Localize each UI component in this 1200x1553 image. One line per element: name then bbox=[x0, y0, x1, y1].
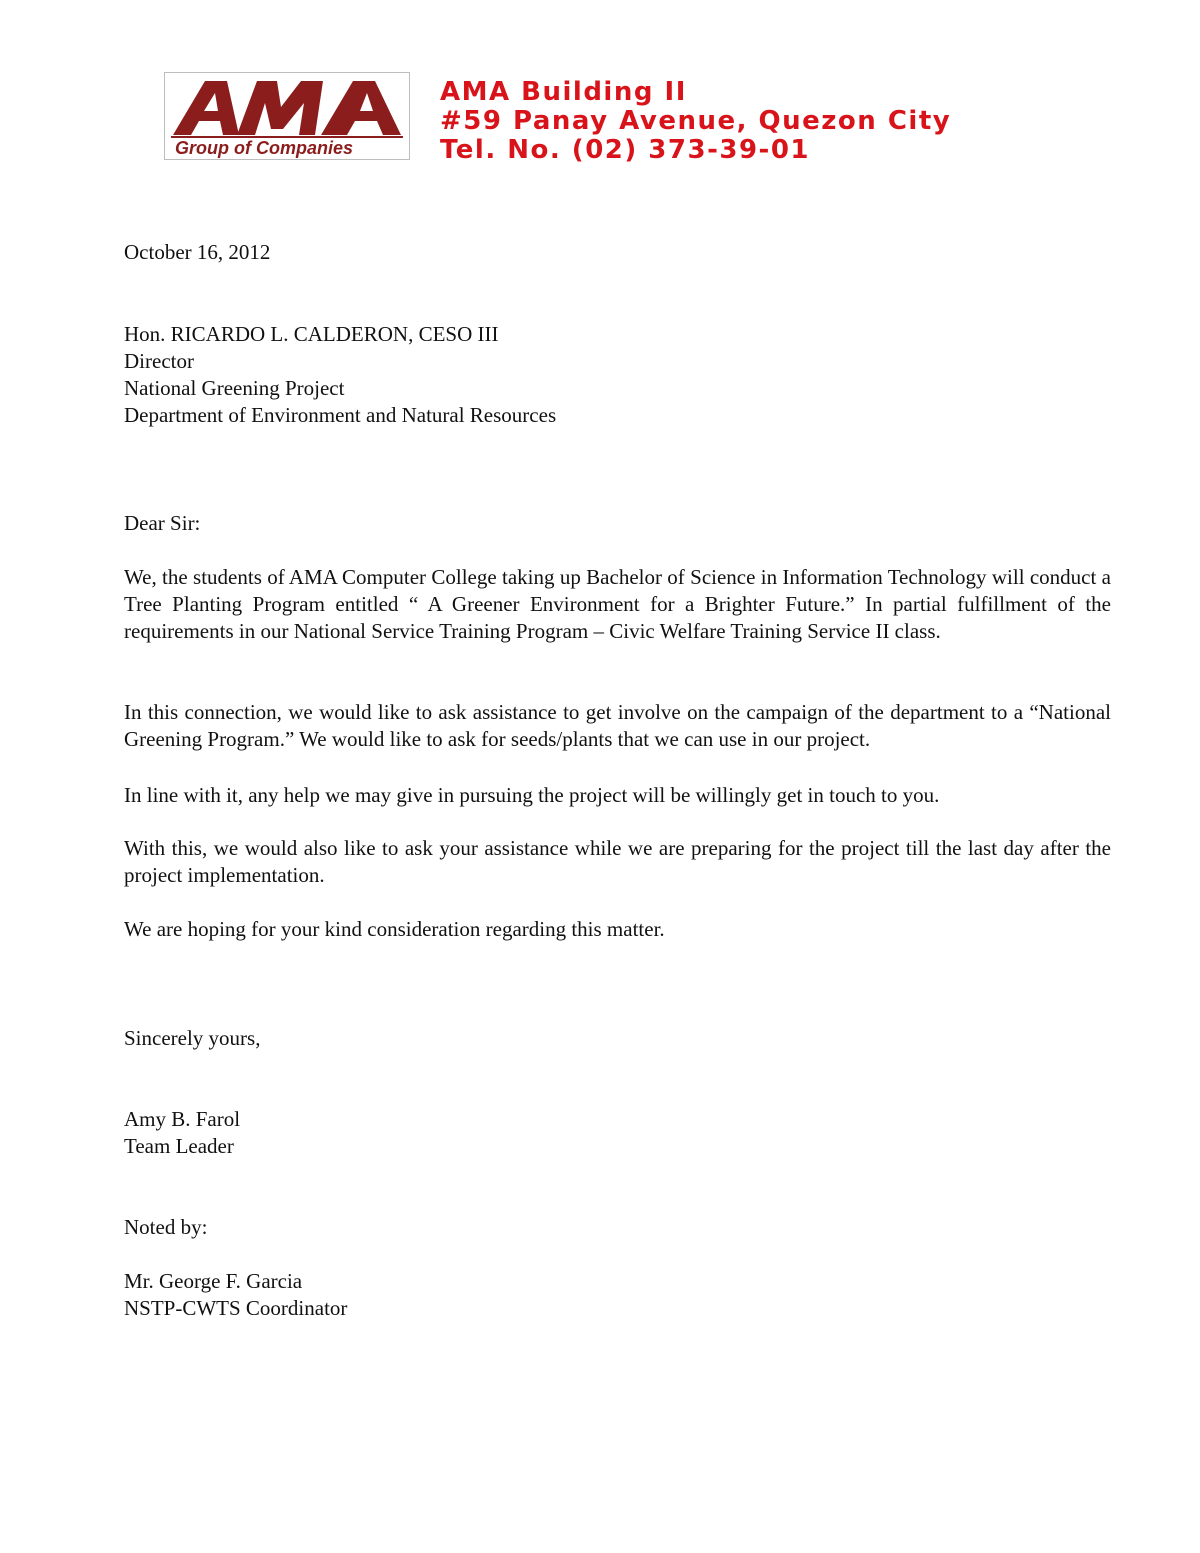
letter-date: October 16, 2012 bbox=[124, 240, 271, 264]
noter-title: NSTP-CWTS Coordinator bbox=[124, 1296, 348, 1320]
noted-label: Noted by: bbox=[124, 1215, 208, 1239]
recipient-title: Director bbox=[124, 349, 194, 373]
body-paragraph-5: We are hoping for your kind consideration regarding this matter. bbox=[124, 917, 665, 941]
body-paragraph-1: We, the students of AMA Computer College taking up Bachelor of Science in Information Technology will conduct a Tree Planting Program entitled “ A Greener Environment for a Brighter Future.” In partial fulfillment of the requirements in our National Service Training Program – Civic Welfare Training Service II class. bbox=[124, 565, 1111, 643]
signatory-title: Team Leader bbox=[124, 1134, 234, 1158]
logo-tagline: Group of Companies bbox=[175, 138, 354, 158]
letterhead-address bbox=[440, 78, 1140, 165]
signatory-name: Amy B. Farol bbox=[124, 1107, 241, 1131]
signatory-block bbox=[124, 1106, 1111, 1160]
salutation-block bbox=[124, 510, 1111, 537]
building-line: AMA Building II bbox=[440, 77, 687, 107]
body-paragraph-2: In this connection, we would like to ask assistance to get involve on the campaign of the department to a “National Greening Program.” We would like to ask for seeds/plants that we can use in our project. bbox=[124, 700, 1111, 751]
noter-name: Mr. George F. Garcia bbox=[124, 1269, 303, 1293]
ama-logo bbox=[164, 72, 410, 160]
recipient-department: Department of Environment and Natural Resources bbox=[124, 403, 557, 427]
recipient-office: National Greening Project bbox=[124, 376, 345, 400]
closing: Sincerely yours, bbox=[124, 1026, 261, 1050]
phone-line: Tel. No. (02) 373-39-01 bbox=[440, 135, 811, 165]
body-paragraph-4: With this, we would also like to ask your assistance while we are preparing for the project till the last day after the project implementation. bbox=[124, 836, 1111, 887]
recipient-name: Hon. RICARDO L. CALDERON, CESO III bbox=[124, 322, 499, 346]
street-line: #59 Panay Avenue, Quezon City bbox=[440, 106, 952, 136]
letter-date-block bbox=[124, 239, 1111, 266]
recipient-block bbox=[124, 321, 1111, 429]
noter-block bbox=[124, 1268, 1111, 1322]
closing-block bbox=[124, 1025, 1111, 1052]
noted-block bbox=[124, 1214, 1111, 1241]
body-paragraph-3: In line with it, any help we may give in pursuing the project will be willingly get in touch to you. bbox=[124, 783, 940, 807]
salutation: Dear Sir: bbox=[124, 511, 201, 535]
